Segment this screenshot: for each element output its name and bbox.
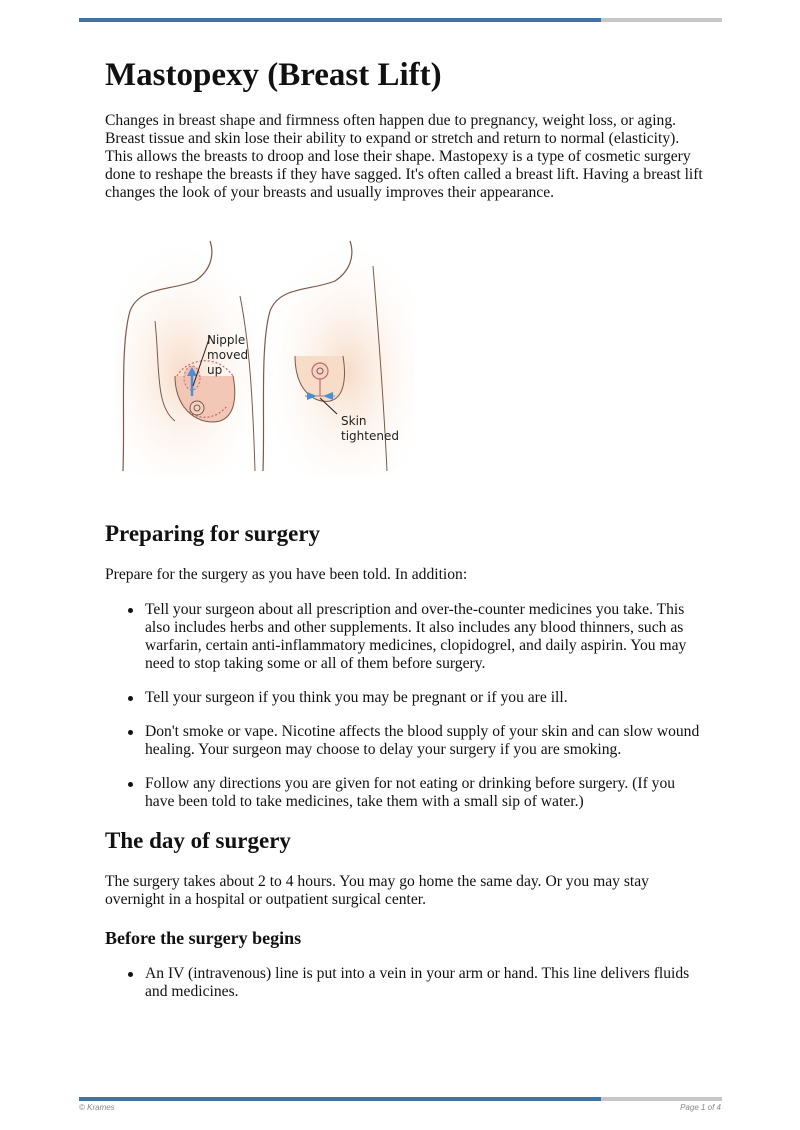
day-of-heading: The day of surgery bbox=[105, 828, 291, 853]
top-divider-bar bbox=[79, 18, 722, 22]
preparing-intro: Prepare for the surgery as you have been told. In addition: bbox=[105, 566, 468, 583]
nipple-label-line-3: up bbox=[207, 363, 223, 377]
list-item: An IV (intravenous) line is put into a vein in your arm or hand. This line delivers fluids and medicines. bbox=[145, 965, 705, 1001]
list-item: Don't smoke or vape. Nicotine affects the blood supply of your skin and can slow wound healing. Your surgeon may choose to delay your surgery if you are smoking. bbox=[145, 723, 705, 759]
document-body bbox=[105, 55, 705, 1017]
top-bar-accent bbox=[79, 18, 601, 22]
preparing-heading: Preparing for surgery bbox=[105, 521, 321, 546]
list-item: Tell your surgeon about all prescription and over-the-counter medicines you take. This also includes herbs and other supplements. It also includes any blood thinners, such as warfarin, certain anti-inflammatory medicines, clopidogrel, and daily aspirin. You may need to stop taking some or all of them before surgery. bbox=[145, 601, 705, 673]
footer-copyright: © Krames bbox=[79, 1103, 115, 1112]
bottom-divider-bar bbox=[79, 1097, 722, 1101]
list-item: Follow any directions you are given for not eating or drinking before surgery. (If you have been told to take medicines, take them with a small sip of water.) bbox=[145, 775, 705, 811]
skin-label-line-1: Skin bbox=[341, 414, 367, 428]
intro-paragraph: Changes in breast shape and firmness often happen due to pregnancy, weight loss, or aging. Breast tissue and skin lose their ability to expand or stretch and return to normal (elasticity). This allows the breasts to droop and lose their shape. Mastopexy is a type of cosmetic surgery done to reshape the breasts if they have sagged. It's often called a breast lift. Having a breast lift changes the look of your breasts and usually improves their appearance. bbox=[105, 112, 703, 201]
list-item: Tell your surgeon if you think you may be pregnant or if you are ill. bbox=[145, 689, 705, 707]
preparing-list bbox=[105, 601, 705, 811]
before-surgery-list bbox=[105, 965, 705, 1001]
day-of-text: The surgery takes about 2 to 4 hours. You may go home the same day. Or you may stay overnight in a hospital or outpatient surgical center. bbox=[105, 873, 649, 908]
bottom-bar-accent bbox=[79, 1097, 601, 1101]
skin-tightened-label bbox=[341, 414, 399, 444]
nipple-label-line-1: Nipple bbox=[207, 333, 246, 347]
before-surgery-subheading: Before the surgery begins bbox=[105, 928, 302, 948]
footer-page-number: Page 1 of 4 bbox=[680, 1103, 721, 1112]
nipple-moved-up-label bbox=[207, 333, 248, 378]
nipple-label-line-2: moved bbox=[207, 348, 249, 362]
page-title: Mastopexy (Breast Lift) bbox=[105, 57, 442, 93]
skin-label-line-2: tightened bbox=[341, 429, 399, 443]
bottom-bar-rest bbox=[601, 1097, 722, 1101]
breast-lift-illustration bbox=[115, 236, 415, 476]
top-bar-rest bbox=[601, 18, 722, 22]
